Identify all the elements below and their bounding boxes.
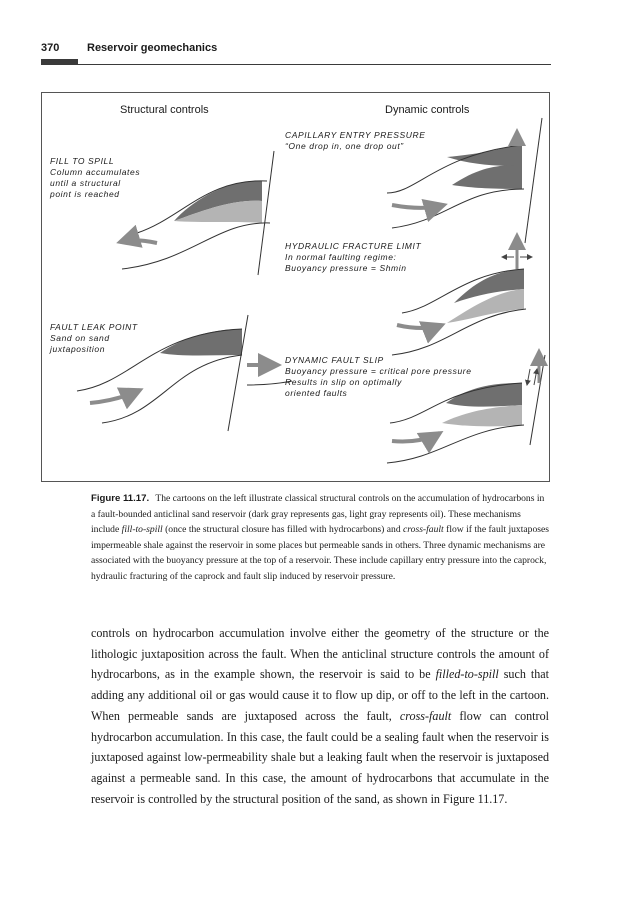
slip-sense-up: [534, 369, 537, 385]
label-fill-to-spill: [50, 156, 140, 200]
flow-arrow: [392, 433, 440, 442]
figure-11-17: [41, 92, 550, 482]
caption-term: fill-to-spill: [121, 524, 163, 536]
body-term: filled-to-spill: [435, 667, 499, 682]
label-line: Sand on sand: [50, 333, 110, 343]
label-fault-leak-point: [50, 322, 138, 355]
label-line: Column accumulates: [50, 167, 141, 177]
running-title: Reservoir geomechanics: [87, 42, 218, 54]
flow-arrow: [120, 240, 157, 243]
caption-text: flow if the fault juxtaposes impermeable shale against the reservoir in some places but permeable sands in others. Three dynamic mechanisms are associated with the buoyancy pressure at the top of a reservoir. These include capillary entry pressure into the caprock, hydraulic fracturing of the caprock and fault slip induced by reservoir pressure.: [91, 524, 549, 582]
label-title: FILL TO SPILL: [50, 156, 115, 166]
flow-arrow: [397, 325, 442, 328]
figure-caption: [91, 491, 549, 585]
label-hydraulic-fracture: [285, 241, 421, 274]
caption-term: cross-fault: [403, 524, 444, 536]
body-text: flow can control hydrocarbon accumulation. In this case, the fault could be a sealing fault when the reservoir is juxtaposed against low-permeability shale but a leaking fault when the reservoir is juxtaposed against a permeable sand. In this case, the amount of hydrocarbons that accumulate in the reservoir is controlled by the structural position of the sand, as shown in Figure 11.17.: [91, 708, 549, 806]
label-line: “One drop in, one drop out”: [285, 141, 404, 151]
label-line: Buoyancy pressure = critical pore pressure: [285, 366, 472, 376]
label-line: oriented faults: [285, 388, 348, 398]
label-capillary-entry: [285, 130, 426, 152]
body-text: controls on hydrocarbon accumulation involve either the geometry of the structure or the lithologic juxtaposition across the fault. When the anticlinal structure controls the amount of hydrocarbons, as in the example shown, the reservoir is said to be: [91, 626, 549, 682]
column-heading-structural: Structural controls: [120, 104, 209, 116]
label-line: point is reached: [50, 189, 120, 199]
body-text: such that adding any additional oil or gas would cause it to flow up dip, or off to the left in the cartoon. When permeable sands are juxtaposed across the fault,: [91, 667, 549, 723]
label-line: until a structural: [50, 178, 121, 188]
label-title: DYNAMIC FAULT SLIP: [285, 355, 384, 365]
label-line: Results in slip on optimally: [285, 377, 402, 387]
body-term: cross-fault: [399, 708, 452, 723]
page-number: 370: [41, 42, 60, 54]
reservoir-base: [387, 425, 524, 463]
reservoir-base: [102, 355, 242, 423]
caption-text: The cartoons on the left illustrate classical structural controls on the accumulation of hydrocarbons in a fault-bounded anticlinal sand reservoir (dark gray represents gas, light gray represents oil). These mechanisms include: [91, 493, 545, 536]
label-title: FAULT LEAK POINT: [50, 322, 138, 332]
flow-arrow-in: [90, 390, 140, 403]
label-line: In normal faulting regime:: [285, 252, 397, 262]
label-title: CAPILLARY ENTRY PRESSURE: [285, 130, 426, 140]
panel-fill-to-spill: [120, 151, 274, 275]
label-line: juxtaposition: [50, 344, 106, 354]
header-rule: [41, 64, 551, 65]
flow-arrow: [392, 205, 444, 208]
gas-cap: [447, 145, 522, 166]
label-dynamic-fault-slip: [285, 355, 472, 399]
running-header: [41, 39, 551, 69]
gas-cap: [160, 329, 242, 356]
body-paragraph: [91, 623, 549, 809]
label-title: HYDRAULIC FRACTURE LIMIT: [285, 241, 422, 251]
slip-sense-down: [527, 369, 530, 385]
column-heading-dynamic: Dynamic controls: [385, 104, 470, 116]
label-line: Buoyancy pressure = Shmin: [285, 263, 407, 273]
oil-leg: [442, 405, 522, 426]
caption-text: (once the structural closure has filled with hydrocarbons) and: [165, 524, 401, 536]
figure-label: Figure 11.17.: [91, 493, 150, 504]
fault-line: [525, 118, 542, 243]
oil-leg: [452, 165, 522, 189]
